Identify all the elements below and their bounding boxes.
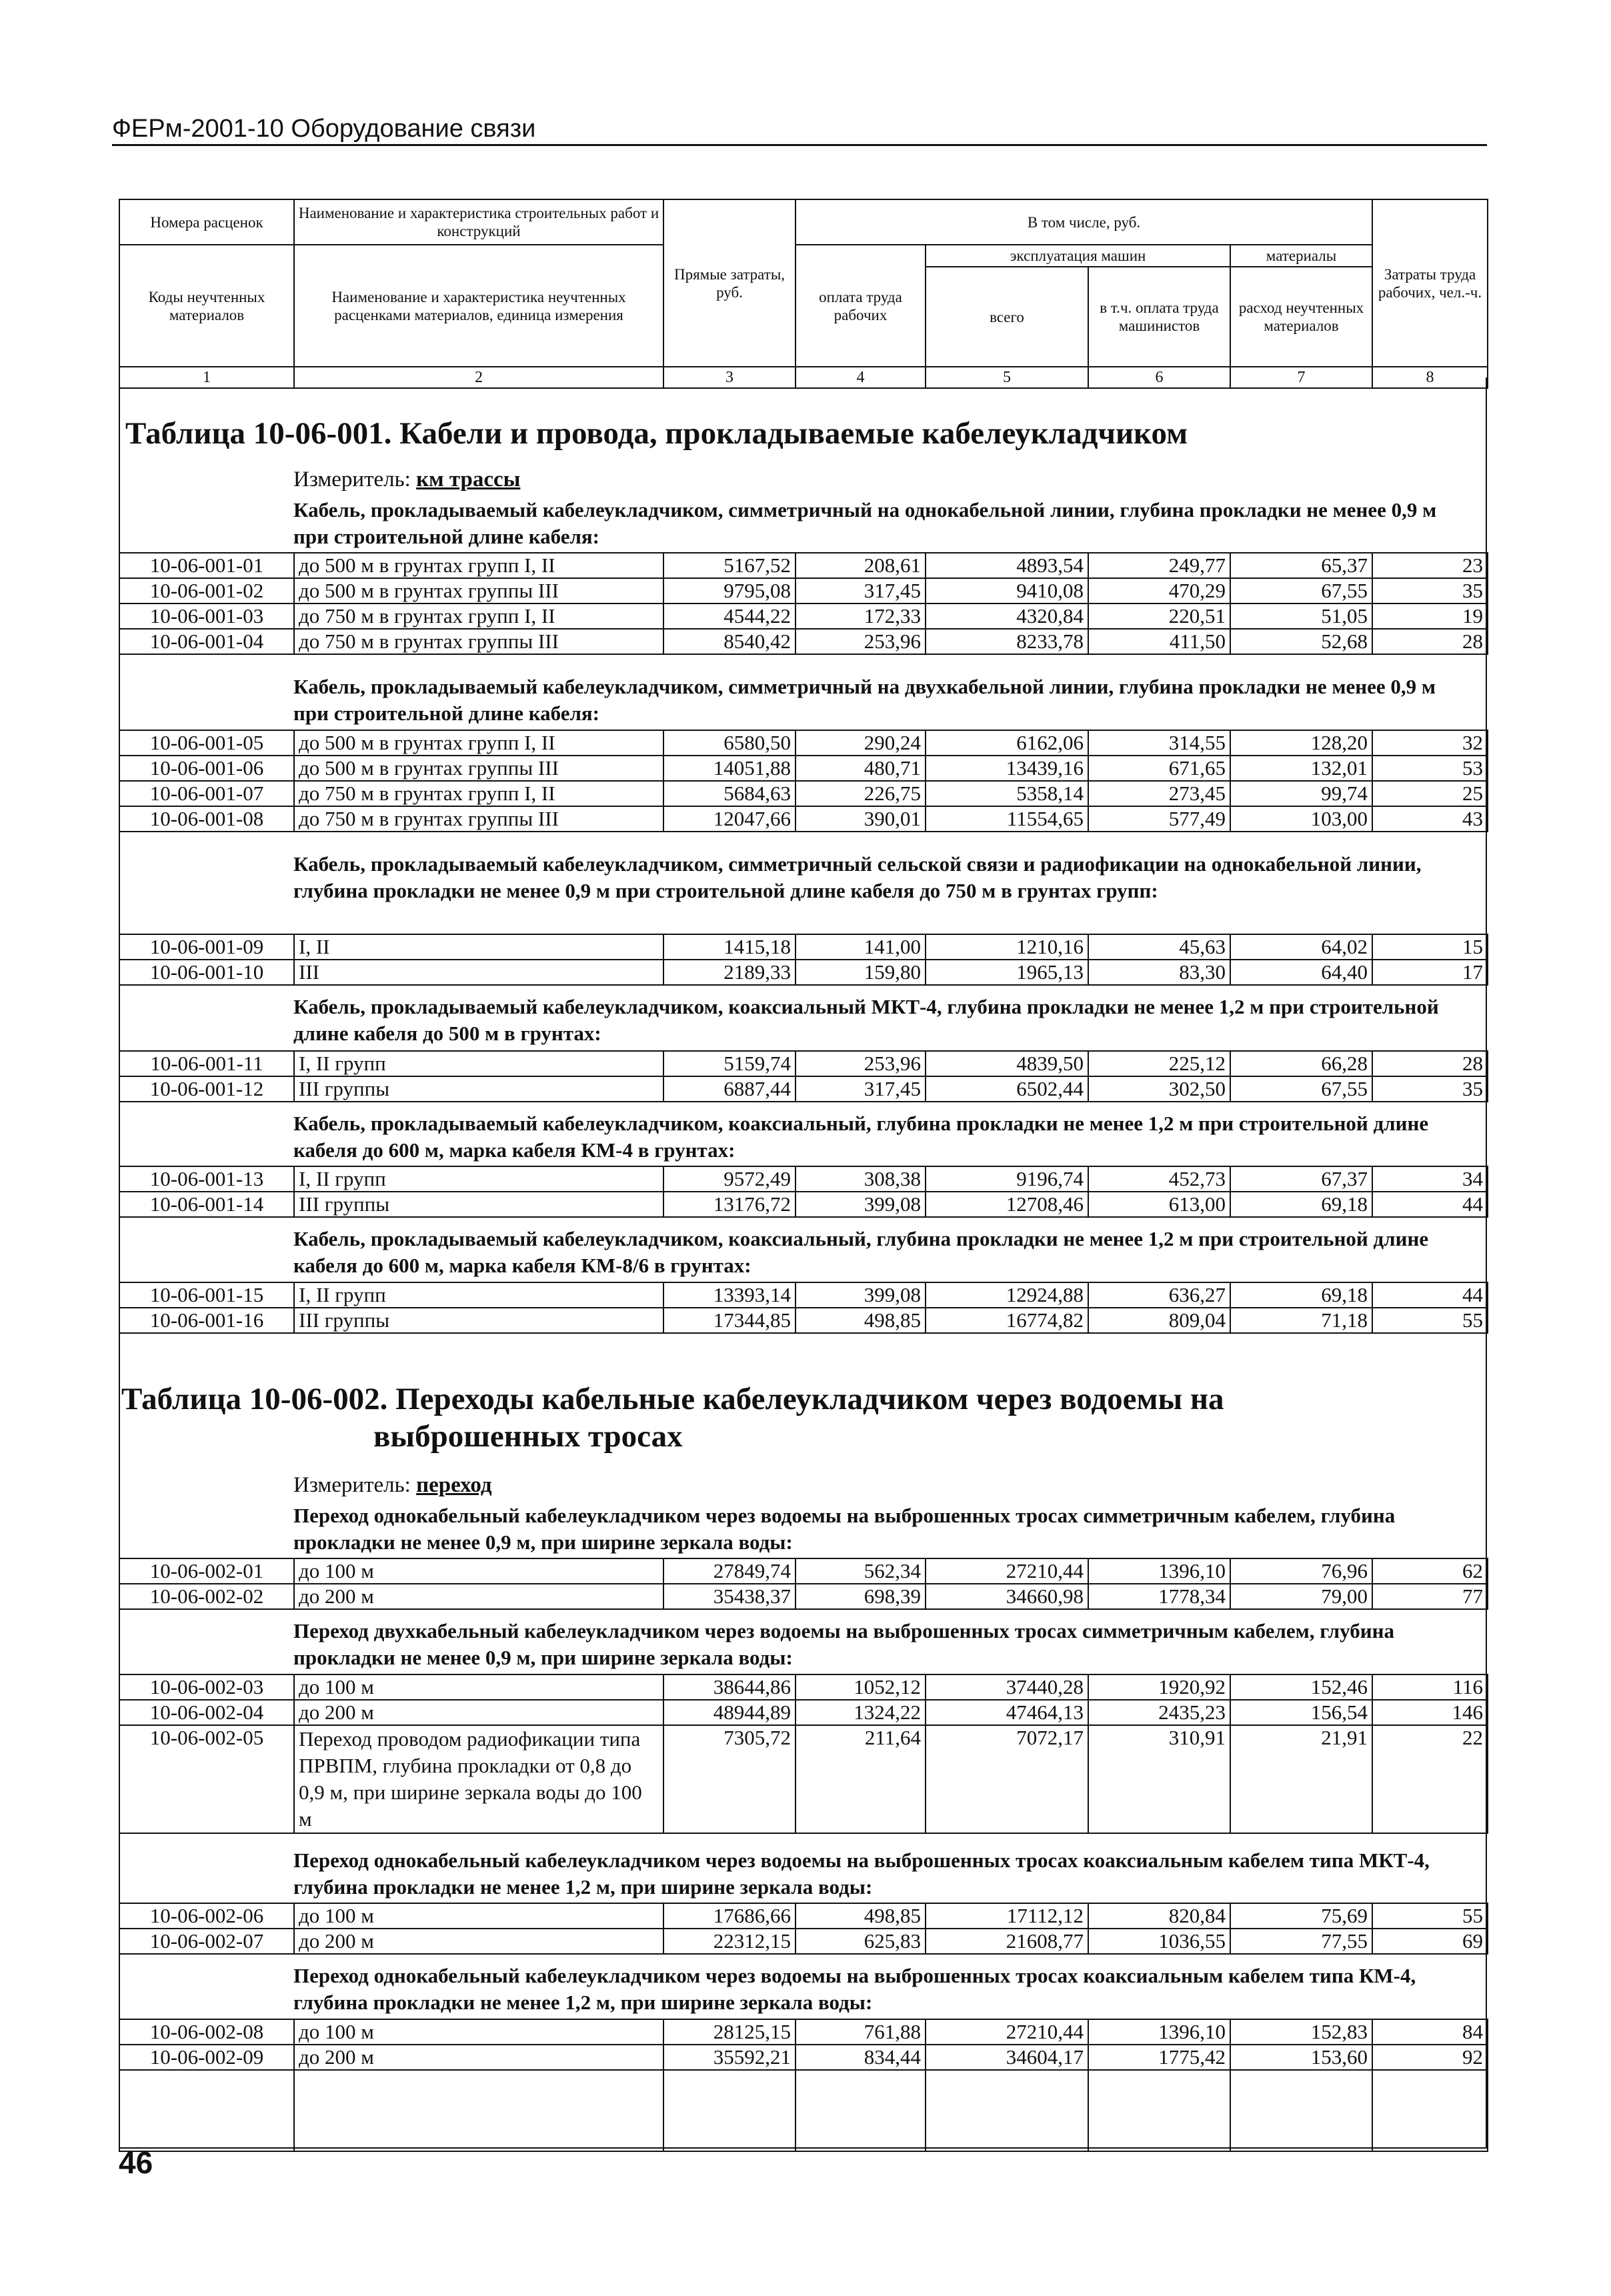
machines-total: 1965,13 xyxy=(926,960,1088,985)
rate-code: 10-06-001-13 xyxy=(119,1166,294,1192)
direct-cost: 17686,66 xyxy=(663,1903,795,1929)
machinists-pay: 83,30 xyxy=(1088,960,1230,985)
rate-code: 10-06-001-08 xyxy=(119,806,294,832)
direct-cost: 6887,44 xyxy=(663,1076,795,1102)
rate-code: 10-06-001-10 xyxy=(119,960,294,985)
machinists-pay: 314,55 xyxy=(1088,730,1230,756)
rate-name: I, II групп xyxy=(294,1282,663,1308)
direct-cost: 2189,33 xyxy=(663,960,795,985)
table-row xyxy=(119,806,1488,832)
machinists-pay: 273,45 xyxy=(1088,781,1230,806)
labor-hours: 25 xyxy=(1372,781,1488,806)
col4-head: оплата труда рабочих xyxy=(795,245,926,367)
empty-cell xyxy=(663,2070,795,2151)
direct-cost: 13393,14 xyxy=(663,1282,795,1308)
rate-code: 10-06-001-15 xyxy=(119,1282,294,1308)
labor-pay: 141,00 xyxy=(795,934,926,960)
materials: 71,18 xyxy=(1230,1308,1372,1333)
rate-code: 10-06-001-14 xyxy=(119,1192,294,1217)
machines-total: 11554,65 xyxy=(926,806,1088,832)
direct-cost: 48944,89 xyxy=(663,1700,795,1725)
direct-cost: 5167,52 xyxy=(663,553,795,578)
materials: 67,55 xyxy=(1230,578,1372,604)
labor-hours: 146 xyxy=(1372,1700,1488,1725)
direct-cost: 38644,86 xyxy=(663,1674,795,1700)
machinists-pay: 1396,10 xyxy=(1088,1558,1230,1584)
rate-code: 10-06-001-04 xyxy=(119,629,294,654)
col6-head: в т.ч. оплата труда машинистов xyxy=(1088,267,1230,367)
direct-cost: 5159,74 xyxy=(663,1051,795,1076)
labor-hours: 43 xyxy=(1372,806,1488,832)
rate-name: до 100 м xyxy=(294,2019,663,2045)
rate-name: до 200 м xyxy=(294,2045,663,2070)
machinists-pay: 1778,34 xyxy=(1088,1584,1230,1609)
machines-total: 27210,44 xyxy=(926,1558,1088,1584)
table-row xyxy=(119,1725,1488,1833)
incl-head: В том числе, руб. xyxy=(795,199,1372,245)
labor-hours: 32 xyxy=(1372,730,1488,756)
labor-pay: 226,75 xyxy=(795,781,926,806)
col-number: 1 xyxy=(119,367,294,388)
rate-name: I, II групп xyxy=(294,1166,663,1192)
labor-hours: 28 xyxy=(1372,629,1488,654)
machines-total: 6162,06 xyxy=(926,730,1088,756)
labor-hours: 116 xyxy=(1372,1674,1488,1700)
materials: 75,69 xyxy=(1230,1903,1372,1929)
labor-hours: 19 xyxy=(1372,604,1488,629)
labor-hours: 55 xyxy=(1372,1308,1488,1333)
labor-pay: 399,08 xyxy=(795,1282,926,1308)
direct-cost: 28125,15 xyxy=(663,2019,795,2045)
col1-head-a: Номера расценок xyxy=(119,199,294,245)
labor-hours: 92 xyxy=(1372,2045,1488,2070)
direct-cost: 4544,22 xyxy=(663,604,795,629)
table-2-title-line2: выброшенных тросах xyxy=(373,1419,683,1454)
machinists-pay: 470,29 xyxy=(1088,578,1230,604)
rate-name: до 200 м xyxy=(294,1584,663,1609)
rate-name: Переход проводом радиофикации типа ПРВПМ, глубина прокладки от 0,8 до 0,9 м, при ширине зеркала воды до 100 м xyxy=(294,1725,663,1833)
machinists-pay: 220,51 xyxy=(1088,604,1230,629)
group-heading: Кабель, прокладываемый кабелеукладчиком, коаксиальный МКТ-4, глубина прокладки не менее 1,2 м при строительной длине кабеля до 500 м в грунтах: xyxy=(293,995,1439,1045)
rate-code: 10-06-001-11 xyxy=(119,1051,294,1076)
materials-head: материалы xyxy=(1230,245,1372,267)
labor-pay: 834,44 xyxy=(795,2045,926,2070)
column-header-table xyxy=(119,199,1488,389)
rate-name: I, II xyxy=(294,934,663,960)
rate-code: 10-06-001-12 xyxy=(119,1076,294,1102)
table-row-empty xyxy=(119,2070,1488,2151)
labor-hours: 77 xyxy=(1372,1584,1488,1609)
machinists-pay: 45,63 xyxy=(1088,934,1230,960)
machinists-pay: 809,04 xyxy=(1088,1308,1230,1333)
col7-head: расход неучтенных материалов xyxy=(1230,267,1372,367)
direct-cost: 35438,37 xyxy=(663,1584,795,1609)
machines-total: 4320,84 xyxy=(926,604,1088,629)
labor-hours: 69 xyxy=(1372,1929,1488,1954)
machinists-pay: 452,73 xyxy=(1088,1166,1230,1192)
col1-head-b: Коды неучтенных материалов xyxy=(119,245,294,367)
table-row xyxy=(119,1282,1488,1308)
labor-hours: 28 xyxy=(1372,1051,1488,1076)
table-2-title-line1: Таблица 10-06-002. Переходы кабельные кабелеукладчиком через водоемы на xyxy=(121,1382,1224,1416)
materials: 21,91 xyxy=(1230,1725,1372,1833)
group-heading: Кабель, прокладываемый кабелеукладчиком, симметричный на однокабельной линии, глубина прокладки не менее 0,9 м при строительной длине кабеля: xyxy=(293,498,1437,548)
labor-pay: 1052,12 xyxy=(795,1674,926,1700)
page-header: ФЕРм-2001-10 Оборудование связи xyxy=(112,113,1487,146)
table-row xyxy=(119,1051,1488,1076)
col-number: 3 xyxy=(663,367,795,388)
labor-pay: 308,38 xyxy=(795,1166,926,1192)
meter-label: Измеритель: xyxy=(293,1473,411,1497)
labor-pay: 211,64 xyxy=(795,1725,926,1833)
rate-name: до 200 м xyxy=(294,1929,663,1954)
rate-code: 10-06-001-16 xyxy=(119,1308,294,1333)
col2-head-a: Наименование и характеристика строительных работ и конструкций xyxy=(294,199,663,245)
machines-total: 21608,77 xyxy=(926,1929,1088,1954)
col-number: 2 xyxy=(294,367,663,388)
machinists-pay: 820,84 xyxy=(1088,1903,1230,1929)
materials: 77,55 xyxy=(1230,1929,1372,1954)
rows-table xyxy=(119,1050,1488,1102)
machines-total: 9410,08 xyxy=(926,578,1088,604)
materials: 69,18 xyxy=(1230,1192,1372,1217)
rate-name: до 100 м xyxy=(294,1558,663,1584)
labor-hours: 55 xyxy=(1372,1903,1488,1929)
table-row xyxy=(119,1929,1488,1954)
direct-cost: 14051,88 xyxy=(663,756,795,781)
rows-table xyxy=(119,1166,1488,1218)
direct-cost: 12047,66 xyxy=(663,806,795,832)
rows-table xyxy=(119,552,1488,655)
rate-name: до 750 м в грунтах группы III xyxy=(294,806,663,832)
labor-pay: 317,45 xyxy=(795,1076,926,1102)
rate-name: до 100 м xyxy=(294,1903,663,1929)
direct-cost: 9572,49 xyxy=(663,1166,795,1192)
rate-code: 10-06-002-09 xyxy=(119,2045,294,2070)
labor-pay: 317,45 xyxy=(795,578,926,604)
rate-code: 10-06-002-01 xyxy=(119,1558,294,1584)
page-number: 46 xyxy=(119,2145,153,2180)
table-row xyxy=(119,1558,1488,1584)
machines-total: 5358,14 xyxy=(926,781,1088,806)
table-row xyxy=(119,756,1488,781)
machinists-pay: 249,77 xyxy=(1088,553,1230,578)
col5-head: всего xyxy=(926,267,1088,367)
labor-pay: 1324,22 xyxy=(795,1700,926,1725)
direct-cost: 6580,50 xyxy=(663,730,795,756)
table-row xyxy=(119,1903,1488,1929)
machines-total: 12708,46 xyxy=(926,1192,1088,1217)
rate-name: до 500 м в грунтах группы III xyxy=(294,578,663,604)
materials: 156,54 xyxy=(1230,1700,1372,1725)
materials: 64,02 xyxy=(1230,934,1372,960)
rate-name: I, II групп xyxy=(294,1051,663,1076)
machinists-pay: 310,91 xyxy=(1088,1725,1230,1833)
labor-hours: 44 xyxy=(1372,1282,1488,1308)
direct-cost: 8540,42 xyxy=(663,629,795,654)
table-2-meter xyxy=(293,1472,492,1498)
rate-code: 10-06-002-07 xyxy=(119,1929,294,1954)
labor-hours: 44 xyxy=(1372,1192,1488,1217)
direct-cost: 22312,15 xyxy=(663,1929,795,1954)
materials: 128,20 xyxy=(1230,730,1372,756)
machines-total: 34604,17 xyxy=(926,2045,1088,2070)
machines-total: 6502,44 xyxy=(926,1076,1088,1102)
meter-label: Измеритель: xyxy=(293,467,411,491)
empty-cell xyxy=(926,2070,1088,2151)
machines-total: 47464,13 xyxy=(926,1700,1088,1725)
machinists-pay: 302,50 xyxy=(1088,1076,1230,1102)
group-heading: Кабель, прокладываемый кабелеукладчиком, коаксиальный, глубина прокладки не менее 1,2 м при строительной длине кабеля до 600 м, марка кабеля КМ-4 в грунтах: xyxy=(293,1112,1429,1162)
table-row xyxy=(119,730,1488,756)
rate-code: 10-06-002-03 xyxy=(119,1674,294,1700)
direct-cost: 17344,85 xyxy=(663,1308,795,1333)
col8-head: Затраты труда рабочих, чел.-ч. xyxy=(1372,199,1488,367)
machines-total: 37440,28 xyxy=(926,1674,1088,1700)
machinists-pay: 671,65 xyxy=(1088,756,1230,781)
materials: 52,68 xyxy=(1230,629,1372,654)
machinists-pay: 1396,10 xyxy=(1088,2019,1230,2045)
labor-pay: 625,83 xyxy=(795,1929,926,1954)
machinists-pay: 1775,42 xyxy=(1088,2045,1230,2070)
machines-total: 16774,82 xyxy=(926,1308,1088,1333)
machines-total: 9196,74 xyxy=(926,1166,1088,1192)
col-number: 8 xyxy=(1372,367,1488,388)
rows-table xyxy=(119,1903,1488,1955)
rate-code: 10-06-002-06 xyxy=(119,1903,294,1929)
rate-code: 10-06-001-03 xyxy=(119,604,294,629)
machines-head: эксплуатация машин xyxy=(926,245,1230,267)
table-row xyxy=(119,1166,1488,1192)
materials: 152,83 xyxy=(1230,2019,1372,2045)
labor-pay: 498,85 xyxy=(795,1903,926,1929)
materials: 69,18 xyxy=(1230,1282,1372,1308)
machines-total: 8233,78 xyxy=(926,629,1088,654)
machinists-pay: 613,00 xyxy=(1088,1192,1230,1217)
labor-pay: 208,61 xyxy=(795,553,926,578)
labor-pay: 290,24 xyxy=(795,730,926,756)
labor-hours: 22 xyxy=(1372,1725,1488,1833)
group-heading: Кабель, прокладываемый кабелеукладчиком, коаксиальный, глубина прокладки не менее 1,2 м при строительной длине кабеля до 600 м, марка кабеля КМ-8/6 в грунтах: xyxy=(293,1227,1429,1277)
labor-hours: 84 xyxy=(1372,2019,1488,2045)
labor-pay: 253,96 xyxy=(795,629,926,654)
table-row xyxy=(119,1700,1488,1725)
machinists-pay: 225,12 xyxy=(1088,1051,1230,1076)
materials: 99,74 xyxy=(1230,781,1372,806)
machines-total: 12924,88 xyxy=(926,1282,1088,1308)
machinists-pay: 577,49 xyxy=(1088,806,1230,832)
table-row xyxy=(119,781,1488,806)
rate-name: III группы xyxy=(294,1308,663,1333)
col3-head: Прямые затраты, руб. xyxy=(663,199,795,367)
labor-pay: 253,96 xyxy=(795,1051,926,1076)
rate-name: до 750 м в грунтах группы III xyxy=(294,629,663,654)
empty-cell xyxy=(795,2070,926,2151)
machinists-pay: 411,50 xyxy=(1088,629,1230,654)
labor-pay: 399,08 xyxy=(795,1192,926,1217)
rate-code: 10-06-001-01 xyxy=(119,553,294,578)
col-number: 5 xyxy=(926,367,1088,388)
labor-pay: 390,01 xyxy=(795,806,926,832)
machinists-pay: 1920,92 xyxy=(1088,1674,1230,1700)
rate-name: III группы xyxy=(294,1192,663,1217)
direct-cost: 13176,72 xyxy=(663,1192,795,1217)
labor-pay: 698,39 xyxy=(795,1584,926,1609)
materials: 79,00 xyxy=(1230,1584,1372,1609)
labor-pay: 172,33 xyxy=(795,604,926,629)
rate-name: до 100 м xyxy=(294,1674,663,1700)
machines-total: 4893,54 xyxy=(926,553,1088,578)
materials: 66,28 xyxy=(1230,1051,1372,1076)
rate-code: 10-06-002-02 xyxy=(119,1584,294,1609)
labor-pay: 480,71 xyxy=(795,756,926,781)
rate-name: до 500 м в грунтах групп I, II xyxy=(294,553,663,578)
rows-table xyxy=(119,2019,1488,2152)
rate-code: 10-06-001-05 xyxy=(119,730,294,756)
table-row xyxy=(119,553,1488,578)
table-row xyxy=(119,1192,1488,1217)
group-heading: Кабель, прокладываемый кабелеукладчиком, симметричный на двухкабельной линии, глубина прокладки не менее 0,9 м при строительной длине кабеля: xyxy=(293,675,1436,725)
table-1-meter xyxy=(293,467,520,492)
machinists-pay: 636,27 xyxy=(1088,1282,1230,1308)
direct-cost: 35592,21 xyxy=(663,2045,795,2070)
direct-cost: 9795,08 xyxy=(663,578,795,604)
machines-total: 17112,12 xyxy=(926,1903,1088,1929)
labor-pay: 159,80 xyxy=(795,960,926,985)
empty-cell xyxy=(1372,2070,1488,2151)
table-row xyxy=(119,604,1488,629)
table-row xyxy=(119,578,1488,604)
group-heading: Кабель, прокладываемый кабелеукладчиком, симметричный сельской связи и радиофикации на однокабельной линии, глубина прокладки не менее 0,9 м при строительной длине кабеля до 750 м в грунтах групп: xyxy=(293,852,1422,902)
table-1-title: Таблица 10-06-001. Кабели и провода, прокладываемые кабелеукладчиком xyxy=(125,416,1188,451)
table-row xyxy=(119,960,1488,985)
machines-total: 4839,50 xyxy=(926,1051,1088,1076)
table-row xyxy=(119,2019,1488,2045)
materials: 67,55 xyxy=(1230,1076,1372,1102)
empty-cell xyxy=(1230,2070,1372,2151)
group-heading: Переход двухкабельный кабелеукладчиком через водоемы на выброшенных тросах симметричным кабелем, глубина прокладки не менее 0,9 м, при ширине зеркала воды: xyxy=(293,1619,1394,1669)
materials: 103,00 xyxy=(1230,806,1372,832)
rows-table xyxy=(119,1558,1488,1610)
col-number: 4 xyxy=(795,367,926,388)
labor-hours: 15 xyxy=(1372,934,1488,960)
machines-total: 13439,16 xyxy=(926,756,1088,781)
table-row xyxy=(119,1076,1488,1102)
group-heading: Переход однокабельный кабелеукладчиком через водоемы на выброшенных тросах коаксиальным кабелем типа МКТ-4, глубина прокладки не менее 1,2 м, при ширине зеркала воды: xyxy=(293,1849,1430,1899)
materials: 51,05 xyxy=(1230,604,1372,629)
labor-hours: 53 xyxy=(1372,756,1488,781)
empty-cell xyxy=(294,2070,663,2151)
rate-name: III xyxy=(294,960,663,985)
rate-name: до 750 м в грунтах групп I, II xyxy=(294,604,663,629)
machines-total: 27210,44 xyxy=(926,2019,1088,2045)
empty-cell xyxy=(1088,2070,1230,2151)
rate-code: 10-06-001-06 xyxy=(119,756,294,781)
group-heading: Переход однокабельный кабелеукладчиком через водоемы на выброшенных тросах симметричным кабелем, глубина прокладки не менее 0,9 м, при ширине зеркала воды: xyxy=(293,1504,1396,1554)
rows-table xyxy=(119,1674,1488,1834)
machinists-pay: 1036,55 xyxy=(1088,1929,1230,1954)
materials: 152,46 xyxy=(1230,1674,1372,1700)
table-row xyxy=(119,2045,1488,2070)
col-number: 6 xyxy=(1088,367,1230,388)
rate-name: III группы xyxy=(294,1076,663,1102)
rate-code: 10-06-002-08 xyxy=(119,2019,294,2045)
empty-cell xyxy=(119,2070,294,2151)
direct-cost: 5684,63 xyxy=(663,781,795,806)
table-row xyxy=(119,1674,1488,1700)
machines-total: 7072,17 xyxy=(926,1725,1088,1833)
table-row xyxy=(119,1584,1488,1609)
labor-hours: 35 xyxy=(1372,578,1488,604)
rate-code: 10-06-001-07 xyxy=(119,781,294,806)
labor-hours: 17 xyxy=(1372,960,1488,985)
machines-total: 34660,98 xyxy=(926,1584,1088,1609)
table-2-title xyxy=(121,1380,1224,1455)
labor-hours: 23 xyxy=(1372,553,1488,578)
rows-table xyxy=(119,730,1488,832)
group-heading: Переход однокабельный кабелеукладчиком через водоемы на выброшенных тросах коаксиальным кабелем типа КМ-4, глубина прокладки не менее 1,2 м, при ширине зеркала воды: xyxy=(293,1964,1416,2014)
labor-hours: 62 xyxy=(1372,1558,1488,1584)
machines-total: 1210,16 xyxy=(926,934,1088,960)
meter-value: переход xyxy=(416,1473,492,1497)
table-row xyxy=(119,629,1488,654)
direct-cost: 1415,18 xyxy=(663,934,795,960)
machinists-pay: 2435,23 xyxy=(1088,1700,1230,1725)
labor-hours: 35 xyxy=(1372,1076,1488,1102)
rate-code: 10-06-001-02 xyxy=(119,578,294,604)
rows-table xyxy=(119,1282,1488,1334)
rate-code: 10-06-001-09 xyxy=(119,934,294,960)
table-row xyxy=(119,1308,1488,1333)
labor-pay: 562,34 xyxy=(795,1558,926,1584)
rows-table xyxy=(119,934,1488,986)
col-number: 7 xyxy=(1230,367,1372,388)
rate-name: до 500 м в грунтах групп I, II xyxy=(294,730,663,756)
rate-name: до 500 м в грунтах группы III xyxy=(294,756,663,781)
direct-cost: 27849,74 xyxy=(663,1558,795,1584)
labor-hours: 34 xyxy=(1372,1166,1488,1192)
materials: 64,40 xyxy=(1230,960,1372,985)
meter-value: км трассы xyxy=(416,467,521,491)
materials: 76,96 xyxy=(1230,1558,1372,1584)
materials: 132,01 xyxy=(1230,756,1372,781)
direct-cost: 7305,72 xyxy=(663,1725,795,1833)
rate-code: 10-06-002-05 xyxy=(119,1725,294,1833)
materials: 153,60 xyxy=(1230,2045,1372,2070)
rate-name: до 200 м xyxy=(294,1700,663,1725)
rate-name: до 750 м в грунтах групп I, II xyxy=(294,781,663,806)
col2-head-b: Наименование и характеристика неучтенных расценками материалов, единица измерения xyxy=(294,245,663,367)
rate-code: 10-06-002-04 xyxy=(119,1700,294,1725)
labor-pay: 498,85 xyxy=(795,1308,926,1333)
materials: 65,37 xyxy=(1230,553,1372,578)
labor-pay: 761,88 xyxy=(795,2019,926,2045)
materials: 67,37 xyxy=(1230,1166,1372,1192)
table-row xyxy=(119,934,1488,960)
